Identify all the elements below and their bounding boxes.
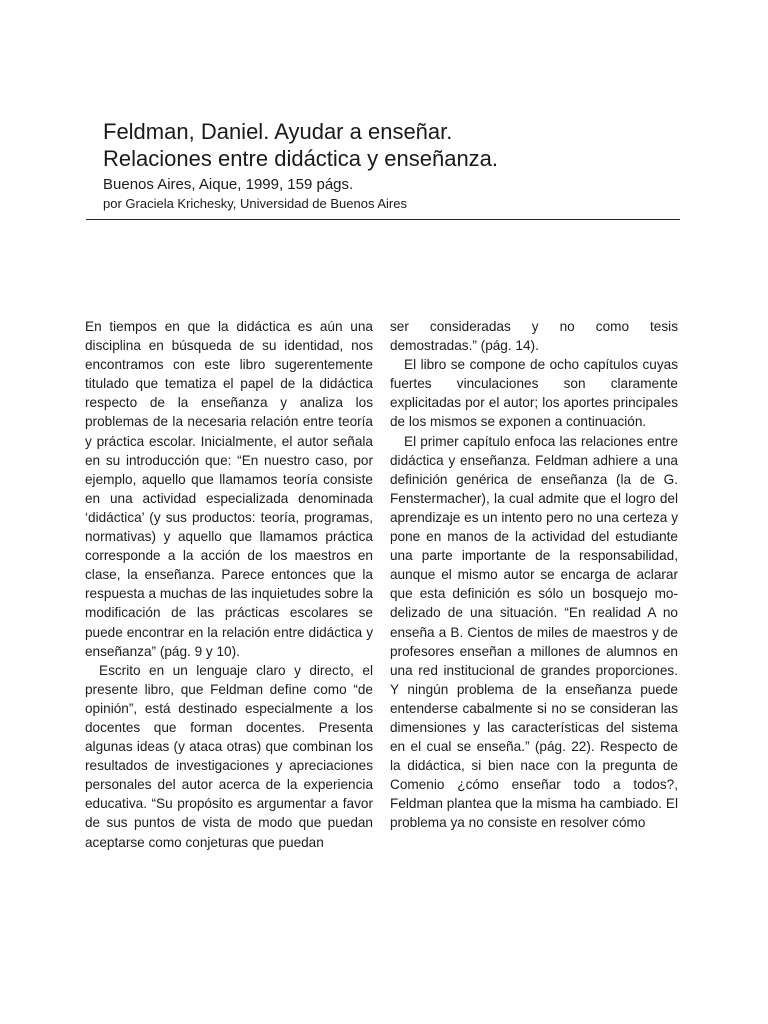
reviewer-credit: por Graciela Krichesky, Universidad de Buenos Aires xyxy=(103,196,407,211)
paragraph: ser consideradas y no como tesis demostradas.” (pág. 14). xyxy=(390,319,678,354)
book-title xyxy=(103,118,683,172)
right-column xyxy=(390,317,678,833)
review-header xyxy=(103,118,683,212)
paragraph: Escrito en un lenguaje claro y directo, el presente libro, que Feldman define como “de opinión”, está destinado especialmente a los docentes que forman docentes. Presenta algunas ideas (y ataca otras) que combinan los resultados de investigaciones y apreciaciones personales del autor acerca de la experiencia educativa. “Su propósito es argumentar a favor de sus puntos de vista de modo que puedan aceptarse como conjeturas que puedan xyxy=(85,662,373,850)
book-title-line-2: Relaciones entre didáctica y enseñanza. xyxy=(103,146,499,171)
left-column xyxy=(85,317,373,852)
paragraph: El libro se compone de ocho capítulos cuyas fuertes vinculaciones son claramente explicitadas por el autor; los aportes principales de los mismos se exponen a continuación. xyxy=(390,357,678,430)
publication-info: Buenos Aires, Aique, 1999, 159 págs. xyxy=(103,176,354,193)
header-divider xyxy=(86,219,680,220)
paragraph: El primer capítulo enfoca las relaciones entre didáctica y enseñanza. Feldman adhiere a una definición genérica de enseñanza (la de G. Fenstermacher), la cual admite que el logro del aprendizaje es un intento pero no una certeza y pone en manos de la actividad del estudiante una parte importante de la responsabilidad, aunque el mismo autor se encarga de aclarar que esta definición es sólo un bosquejo mo-delizado de una situación. “En realidad A no enseña a B. Cientos de miles de maestros y de profesores enseñan a millones de alumnos en una red institucional de grandes proporciones. Y ningún problema de la enseñanza puede entenderse cabalmente si no se consideran las dimensiones y las características del sistema en el cual se enseña.” (pág. 22). Respecto de la didáctica, si bien nace con la pregunta de Comenio ¿cómo enseñar todo a todos?, Feldman plantea que la misma ha cambiado. El problema ya no consiste en resolver cómo xyxy=(390,433,678,831)
paragraph: En tiempos en que la didáctica es aún una disciplina en búsqueda de su identidad, nos encontramos con este libro sugerentemente titulado que tematiza el papel de la didáctica respecto de la enseñanza y analiza los problemas de la necesaria relación entre teoría y práctica escolar. Inicialmente, el autor señala en su introducción que: “En nuestro caso, por ejemplo, aquello que llamamos teoría consiste en una actividad especializada denominada ‘didáctica’ (y sus productos: teoría, programas, normativas) y aquello que llamamos práctica corresponde a la acción de los maestros en clase, la enseñanza. Parece entonces que la respuesta a muchas de las inquietudes sobre la modificación de las prácticas escolares se puede encontrar en la relación entre didáctica y enseñanza” (pág. 9 y 10). xyxy=(85,319,373,659)
book-title-line-1: Feldman, Daniel. Ayudar a enseñar. xyxy=(103,119,453,144)
